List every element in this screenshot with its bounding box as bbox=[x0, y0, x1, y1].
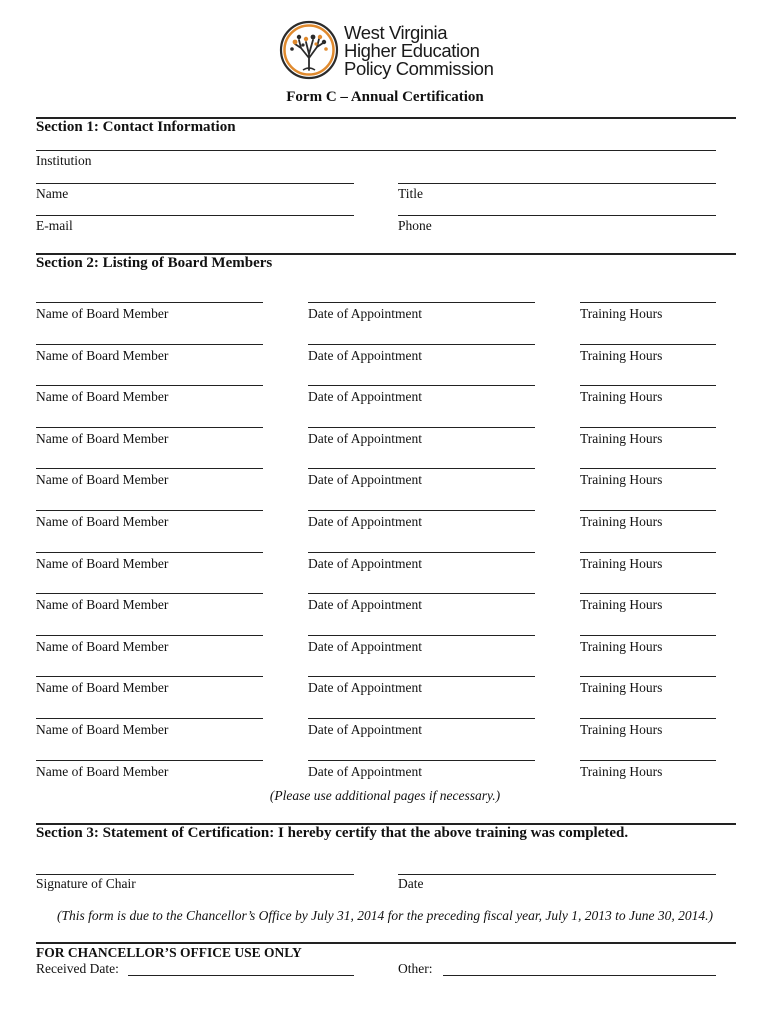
board-member-name-line[interactable] bbox=[36, 593, 263, 594]
board-member-name-label: Name of Board Member bbox=[36, 514, 169, 529]
board-member-name-line[interactable] bbox=[36, 760, 263, 761]
office-use-heading: FOR CHANCELLOR’S OFFICE USE ONLY bbox=[36, 945, 302, 960]
received-date-line[interactable] bbox=[128, 975, 354, 976]
training-hours-line[interactable] bbox=[580, 635, 716, 636]
email-label: E-mail bbox=[36, 218, 73, 233]
date-of-appointment-label: Date of Appointment bbox=[308, 347, 422, 363]
board-member-name-label: Name of Board Member bbox=[36, 306, 169, 321]
training-hours-line[interactable] bbox=[580, 427, 716, 428]
date-of-appointment-line[interactable] bbox=[308, 344, 535, 345]
board-member-name-label: Name of Board Member bbox=[36, 763, 169, 779]
board-member-name-label: Name of Board Member bbox=[36, 389, 169, 405]
date-of-appointment-label: Date of Appointment bbox=[308, 306, 422, 321]
institution-line[interactable] bbox=[36, 150, 716, 151]
board-member-name-label: Name of Board Member bbox=[36, 597, 169, 613]
date-of-appointment-label: Date of Appointment bbox=[308, 555, 422, 571]
training-hours-label: Training Hours bbox=[580, 763, 663, 779]
date-of-appointment-line[interactable] bbox=[308, 302, 535, 303]
board-member-name-line[interactable] bbox=[36, 510, 263, 511]
additional-pages-note: (Please use additional pages if necessary.) bbox=[269, 788, 501, 803]
training-hours-line[interactable] bbox=[580, 760, 716, 761]
training-hours-label: Training Hours bbox=[580, 347, 663, 363]
commission-logo bbox=[279, 20, 339, 80]
training-hours-line[interactable] bbox=[580, 552, 716, 553]
signature-label: Signature of Chair bbox=[36, 876, 136, 891]
training-hours-label: Training Hours bbox=[580, 306, 663, 321]
phone-line[interactable] bbox=[398, 215, 716, 216]
signature-line[interactable] bbox=[36, 874, 354, 875]
training-hours-line[interactable] bbox=[580, 385, 716, 386]
due-date-note: (This form is due to the Chancellor’s Office by July 31, 2014 for the preceding fiscal year, July 1, 2013 to June 30, 2014.) bbox=[57, 908, 713, 923]
board-member-name-label: Name of Board Member bbox=[36, 555, 169, 571]
board-member-name-label: Name of Board Member bbox=[36, 722, 169, 737]
date-label: Date bbox=[398, 876, 424, 891]
title-line[interactable] bbox=[398, 183, 716, 184]
date-of-appointment-label: Date of Appointment bbox=[308, 680, 422, 696]
training-hours-line[interactable] bbox=[580, 510, 716, 511]
board-member-name-line[interactable] bbox=[36, 385, 263, 386]
date-of-appointment-line[interactable] bbox=[308, 635, 535, 636]
training-hours-line[interactable] bbox=[580, 468, 716, 469]
tree-seal-icon bbox=[279, 20, 339, 80]
training-hours-line[interactable] bbox=[580, 676, 716, 677]
board-member-name-line[interactable] bbox=[36, 718, 263, 719]
date-of-appointment-line[interactable] bbox=[308, 510, 535, 511]
date-of-appointment-label: Date of Appointment bbox=[308, 389, 422, 405]
training-hours-label: Training Hours bbox=[580, 430, 663, 446]
training-hours-label: Training Hours bbox=[580, 722, 663, 737]
board-member-name-line[interactable] bbox=[36, 302, 263, 303]
date-of-appointment-label: Date of Appointment bbox=[308, 638, 422, 654]
training-hours-label: Training Hours bbox=[580, 389, 663, 405]
title-label: Title bbox=[398, 186, 424, 201]
form-title: Form C – Annual Certification bbox=[286, 89, 484, 105]
name-label: Name bbox=[36, 186, 69, 201]
training-hours-line[interactable] bbox=[580, 302, 716, 303]
other-label: Other: bbox=[398, 961, 433, 976]
board-member-name-label: Name of Board Member bbox=[36, 430, 169, 446]
training-hours-label: Training Hours bbox=[580, 472, 663, 488]
board-member-name-line[interactable] bbox=[36, 468, 263, 469]
date-of-appointment-line[interactable] bbox=[308, 468, 535, 469]
date-of-appointment-label: Date of Appointment bbox=[308, 763, 422, 779]
date-of-appointment-line[interactable] bbox=[308, 552, 535, 553]
logo-line-2: Higher Education bbox=[344, 40, 480, 61]
board-member-name-line[interactable] bbox=[36, 344, 263, 345]
name-line[interactable] bbox=[36, 183, 354, 184]
date-of-appointment-label: Date of Appointment bbox=[308, 430, 422, 446]
training-hours-label: Training Hours bbox=[580, 597, 663, 613]
section3-title: Section 3: Statement of Certification: I hereby certify that the above training was completed. bbox=[36, 825, 629, 841]
received-date-label: Received Date: bbox=[36, 961, 119, 976]
board-member-name-label: Name of Board Member bbox=[36, 680, 169, 696]
logo-line-1: West Virginia bbox=[344, 22, 448, 43]
board-member-name-line[interactable] bbox=[36, 676, 263, 677]
date-of-appointment-line[interactable] bbox=[308, 760, 535, 761]
training-hours-line[interactable] bbox=[580, 718, 716, 719]
board-member-name-line[interactable] bbox=[36, 427, 263, 428]
board-member-name-line[interactable] bbox=[36, 635, 263, 636]
board-member-name-label: Name of Board Member bbox=[36, 638, 169, 654]
training-hours-label: Training Hours bbox=[580, 555, 663, 571]
date-of-appointment-line[interactable] bbox=[308, 593, 535, 594]
date-of-appointment-label: Date of Appointment bbox=[308, 472, 422, 488]
email-line[interactable] bbox=[36, 215, 354, 216]
date-of-appointment-line[interactable] bbox=[308, 676, 535, 677]
phone-label: Phone bbox=[398, 218, 432, 233]
training-hours-label: Training Hours bbox=[580, 514, 663, 529]
date-of-appointment-line[interactable] bbox=[308, 427, 535, 428]
office-use-rule bbox=[36, 942, 736, 944]
date-of-appointment-line[interactable] bbox=[308, 718, 535, 719]
board-member-name-line[interactable] bbox=[36, 552, 263, 553]
date-of-appointment-line[interactable] bbox=[308, 385, 535, 386]
board-member-name-label: Name of Board Member bbox=[36, 472, 169, 488]
date-of-appointment-label: Date of Appointment bbox=[308, 722, 422, 737]
logo-line-3: Policy Commission bbox=[344, 58, 494, 79]
date-line[interactable] bbox=[398, 874, 716, 875]
date-of-appointment-label: Date of Appointment bbox=[308, 514, 422, 529]
section1-title: Section 1: Contact Information bbox=[36, 119, 236, 135]
training-hours-label: Training Hours bbox=[580, 638, 663, 654]
board-member-name-label: Name of Board Member bbox=[36, 347, 169, 363]
training-hours-line[interactable] bbox=[580, 593, 716, 594]
other-line[interactable] bbox=[443, 975, 716, 976]
training-hours-line[interactable] bbox=[580, 344, 716, 345]
section2-title: Section 2: Listing of Board Members bbox=[36, 255, 273, 271]
date-of-appointment-label: Date of Appointment bbox=[308, 597, 422, 613]
training-hours-label: Training Hours bbox=[580, 680, 663, 696]
institution-label: Institution bbox=[36, 153, 92, 168]
